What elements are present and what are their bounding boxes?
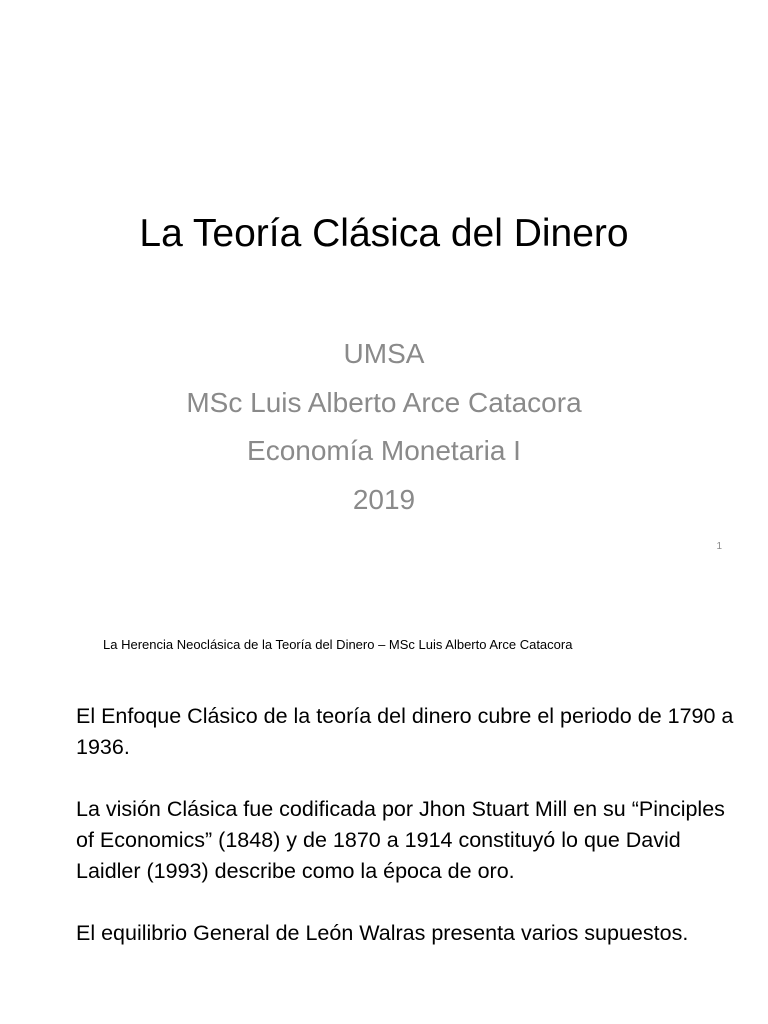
slide-body — [76, 701, 746, 980]
page-number: 1 — [716, 541, 722, 552]
body-paragraph: El Enfoque Clásico de la teoría del dinero cubre el periodo de 1790 a 1936. — [76, 704, 734, 759]
slide-header: La Herencia Neoclásica de la Teoría del Dinero – MSc Luis Alberto Arce Catacora — [103, 637, 573, 652]
subtitle-author: MSc Luis Alberto Arce Catacora — [186, 386, 582, 418]
subtitle-course: Economía Monetaria I — [247, 435, 521, 466]
subtitle-institution: UMSA — [343, 338, 425, 369]
slide-title: La Teoría Clásica del Dinero — [139, 212, 629, 255]
body-paragraph: El equilibrio General de León Walras presenta varios supuestos. — [76, 921, 689, 945]
slide-subtitle — [0, 330, 768, 524]
subtitle-year: 2019 — [352, 483, 416, 515]
body-paragraph: La visión Clásica fue codificada por Jhon Stuart Mill en su “Pinciples of Economics” (1848) y de 1870 a 1914 constituyó lo que David Laidler (1993) describe como la época de oro. — [76, 797, 725, 883]
